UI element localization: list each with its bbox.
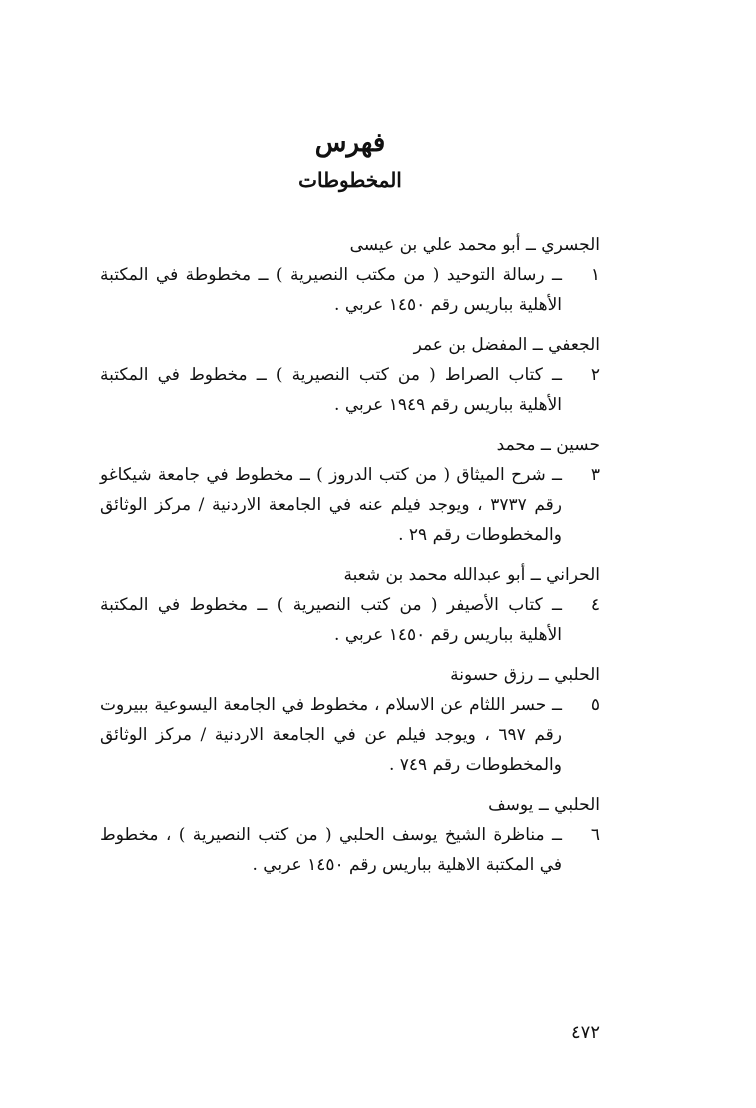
entry-text: ــ مناظرة الشيخ يوسف الحلبي ( من كتب النصيرية ) ، مخطوط في المكتبة الاهلية بباريس رقم ١٤٥٠ عربي . [100, 825, 562, 875]
entry-author: الحلبي ــ يوسف [488, 795, 600, 815]
list-item [100, 560, 600, 650]
entry-description [100, 260, 600, 320]
list-item [100, 660, 600, 780]
page-subtitle: المخطوطات [298, 168, 402, 192]
entry-number: ٣ [590, 465, 600, 485]
page-number: ٤٧٢ [570, 1022, 600, 1043]
entry-author: الحراني ــ أبو عبدالله محمد بن شعبة [343, 565, 600, 585]
list-item [100, 790, 600, 880]
entry-text: ــ شرح الميثاق ( من كتب الدروز ) ــ مخطوط في جامعة شيكاغو رقم ٣٧٣٧ ، ويوجد فيلم عنه في الجامعة الاردنية / مركز الوثائق والمخطوطات رقم ٢٩ . [100, 465, 563, 545]
entry-author: حسين ــ محمد [496, 435, 600, 455]
entry-author: الجسري ــ أبو محمد علي بن عيسى [349, 235, 600, 255]
entry-number: ٤ [590, 595, 600, 615]
entry-text: ــ كتاب الصراط ( من كتب النصيرية ) ــ مخطوط في المكتبة الأهلية بباريس رقم ١٩٤٩ عربي . [100, 365, 562, 415]
document-page [100, 0, 600, 1108]
entry-description [100, 460, 600, 550]
entry-text: ــ كتاب الأصيفر ( من كتب النصيرية ) ــ مخطوط في المكتبة الأهلية بباريس رقم ١٤٥٠ عربي . [100, 595, 562, 645]
entry-text: ــ رسالة التوحيد ( من مكتب النصيرية ) ــ مخطوطة في المكتبة الأهلية بباريس رقم ١٤٥٠ عربي . [100, 265, 562, 315]
entry-description [100, 360, 600, 420]
entry-number: ٥ [590, 695, 600, 715]
entry-text: ــ حسر اللثام عن الاسلام ، مخطوط في الجامعة اليسوعية ببيروت رقم ٦٩٧ ، ويوجد فيلم عن في الجامعة الاردنية / مركز الوثائق والمخطوطات رقم ٧٤٩ . [100, 695, 562, 775]
list-item [100, 330, 600, 420]
entry-description [100, 590, 600, 650]
list-item [100, 230, 600, 320]
list-item [100, 430, 600, 550]
manuscript-list [100, 230, 600, 890]
entry-author: الجعفي ــ المفضل بن عمر [413, 335, 600, 355]
entry-description [100, 690, 600, 780]
entry-number: ١ [590, 265, 600, 285]
entry-number: ٦ [590, 825, 600, 845]
entry-number: ٢ [590, 365, 600, 385]
entry-description [100, 820, 600, 880]
entry-author: الحلبي ــ رزق حسونة [450, 665, 600, 685]
page-title: فهرس [314, 128, 386, 158]
